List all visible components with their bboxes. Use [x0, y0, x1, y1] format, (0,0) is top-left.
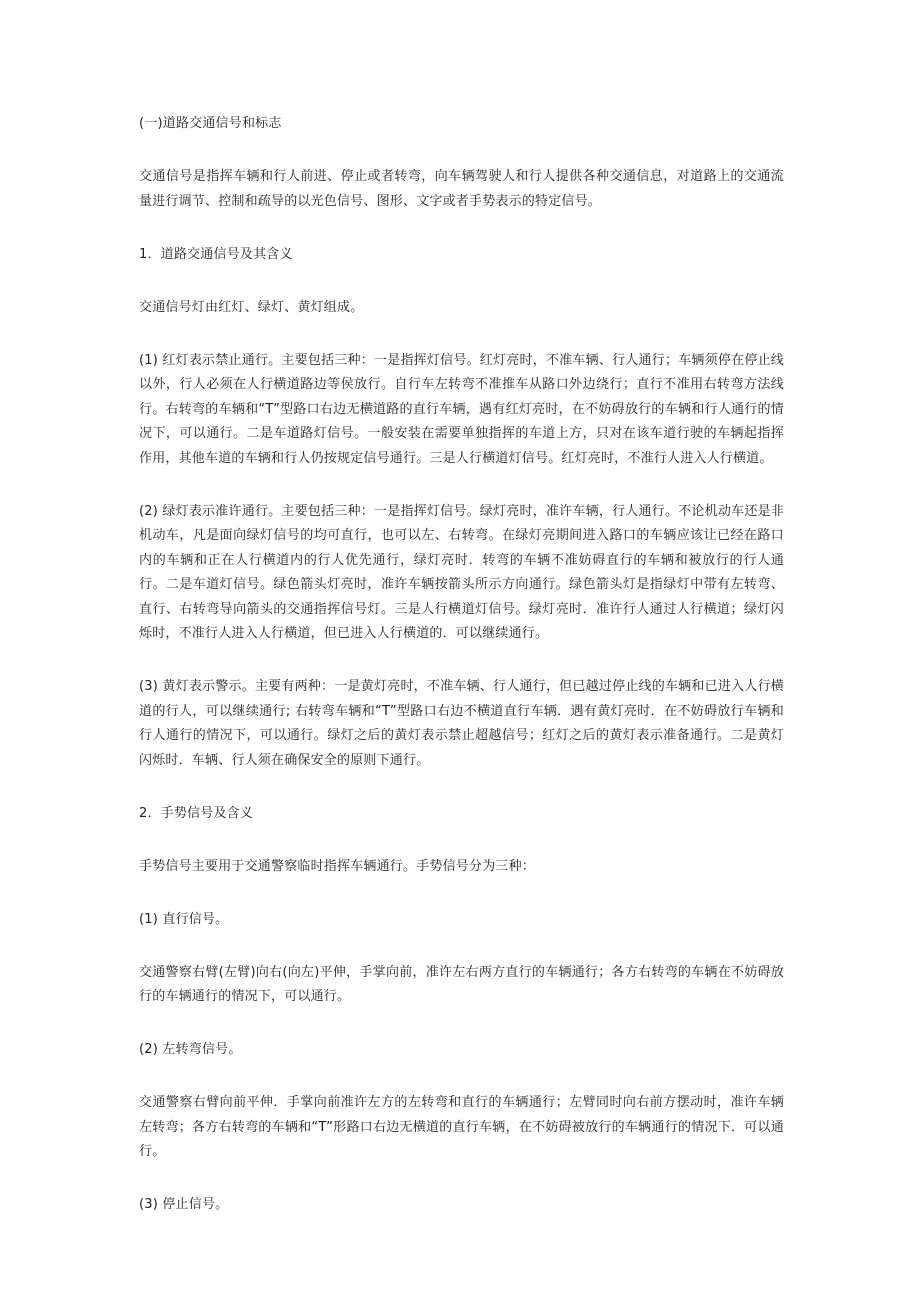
item-heading-straight: (1) 直行信号。 — [139, 911, 229, 927]
section-heading: (一)道路交通信号和标志 — [139, 116, 282, 131]
document-body — [139, 112, 784, 1246]
subsection-heading-traffic-signals: 1．道路交通信号及其含义 — [139, 246, 293, 262]
paragraph-hand-signals-intro: 手势信号主要用于交通警察临时指挥车辆通行。手势信号分为三种： — [139, 858, 536, 874]
paragraph-left-turn-signal: 交通警察右臂向前平伸．手掌向前准许左方的左转弯和直行的车辆通行；左臂同时向右前方摆动时，准许车辆左转弯；各方右转弯的车辆和“T”形路口右边无横道的直行车辆，在不妨碍被放行的车辆通行的情况下．可以通行。 — [139, 1095, 784, 1159]
paragraph-straight-signal: 交通警察右臂(左臂)向右(向左)平伸，手掌向前，准许左右两方直行的车辆通行；各方右转弯的车辆在不妨碍放行的车辆通行的情况下，可以通行。 — [139, 964, 784, 1004]
subsection-heading-hand-signals: 2．手势信号及含义 — [139, 805, 254, 821]
paragraph-red-light: (1) 红灯表示禁止通行。主要包括三种：一是指挥灯信号。红灯亮时，不准车辆、行人通行；车辆须停在停止线以外，行人必须在人行横道路边等侯放行。自行车左转弯不准推车从路口外边绕行；直行不准用右转弯方法线行。右转弯的车辆和“T”型路口右边无横道路的直行车辆，遇有红灯亮时，在不妨碍放行的车辆和行人通行的情况下，可以通行。二是车道路灯信号。一般安装在需要单独指挥的车道上方，只对在该车道行驶的车辆起指挥作用，其他车道的车辆和行人仍按规定信号通行。三是人行横道灯信号。红灯亮时，不准行人进入人行横道。 — [139, 352, 784, 466]
paragraph-signal-lights: 交通信号灯由红灯、绿灯、黄灯组成。 — [139, 299, 364, 315]
paragraph-yellow-light: (3) 黄灯表示警示。主要有两种：一是黄灯亮时，不准车辆、行人通行，但已越过停止线的车辆和已进入人行横道的行人，可以继续通行; 右转弯车辆和“T”型路口右边不横道直行车辆．遇有黄灯亮时．在不妨碍放行车辆和行人通行的情况下，可以通行。绿灯之后的黄灯表示禁止超越信号；红灯之后的黄灯表示准备通行。二是黄灯闪烁时．车辆、行人须在确保安全的原则下通行。 — [139, 679, 784, 768]
item-heading-left-turn: (2) 左转弯信号。 — [139, 1042, 242, 1057]
paragraph-green-light: (2) 绿灯表示准许通行。主要包括三种：一是指挥灯信号。绿灯亮时，准许车辆，行人通行。不论机动车还是非机动车，凡是面向绿灯信号的均可直行，也可以左、右转弯。在绿灯亮期间进入路口的车辆应该让已经在路口内的车辆和正在人行横道内的行人优先通行，绿灯亮时．转弯的车辆不准妨碍直行的车辆和被放行的行人通行。二是车道灯信号。绿色箭头灯亮时，准许车辆按箭头所示方向通行。绿色箭头灯是指绿灯中带有左转弯、直行、右转弯导向箭头的交通指挥信号灯。三是人行横道灯信号。绿灯亮时．准许行人通过人行横道；绿灯闪烁时，不准行人进入人行横道，但已进入人行横道的．可以继续通行。 — [139, 503, 784, 641]
paragraph-signal-definition: 交通信号是指挥车辆和行人前进、停止或者转弯，向车辆驾驶人和行人提供各种交通信息，对道路上的交通流量进行调节、控制和疏导的以光色信号、图形、文字或者手势表示的特定信号。 — [139, 169, 784, 209]
item-heading-stop: (3) 停止信号。 — [139, 1197, 229, 1212]
